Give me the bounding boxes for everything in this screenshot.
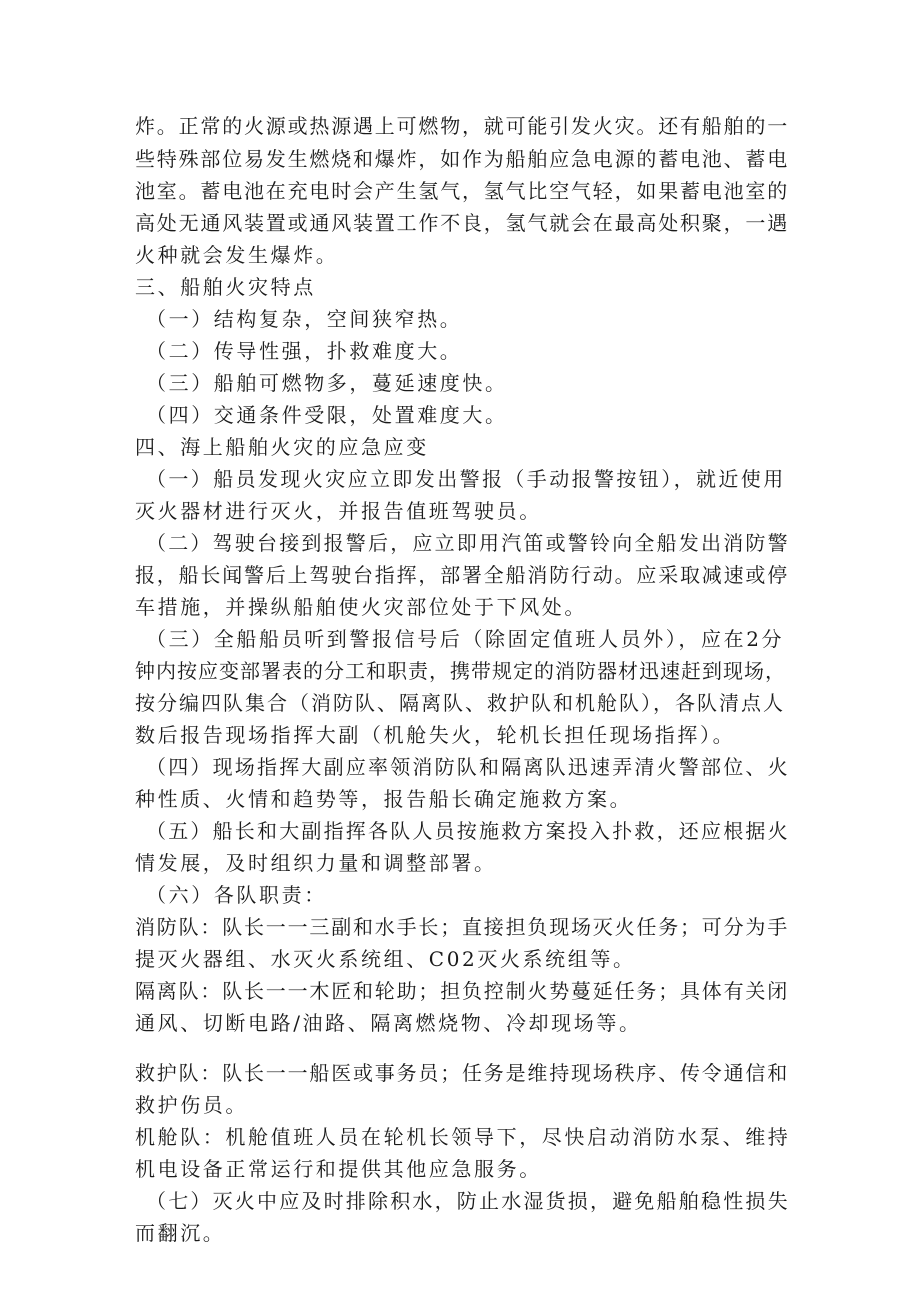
paragraph-line: 情发展，及时组织力量和调整部署。 [135, 851, 497, 875]
list-item: （一）结构复杂，空间狭窄热。 [146, 307, 463, 331]
paragraph-line: 隔离队：队长一一木匠和轮助；担负控制火势蔓延任务；具体有关闭 [135, 979, 789, 1003]
paragraph-line: 种性质、火情和趋势等，报告船长确定施救方案。 [135, 787, 633, 811]
paragraph-line: 消防队：队长一一三副和水手长；直接担负现场灭火任务；可分为手 [135, 915, 789, 939]
list-item: （二）驾驶台接到报警后，应立即用汽笛或警铃向全船发出消防警 [146, 531, 790, 555]
section-heading: 三、船舶火灾特点 [135, 275, 316, 299]
list-item: （三）船舶可燃物多，蔓延速度快。 [146, 371, 508, 395]
paragraph-line: 救护队：队长一一船医或事务员；任务是维持现场秩序、传令通信和 [135, 1061, 789, 1085]
list-item: （三）全船船员听到警报信号后（除固定值班人员外），应在2分 [146, 627, 785, 651]
paragraph-line: 报，船长闻警后上驾驶台指挥，部署全船消防行动。应采取减速或停 [135, 563, 789, 587]
paragraph-line: 灭火器材进行灭火，并报告值班驾驶员。 [135, 499, 542, 523]
paragraph-line: 救护伤员。 [135, 1093, 248, 1117]
list-item: （二）传导性强，扑救难度大。 [146, 339, 463, 363]
paragraph-line: 些特殊部位易发生燃烧和爆炸，如作为船舶应急电源的蓄电池、蓄电 [135, 147, 789, 171]
paragraph-line: 数后报告现场指挥大副（机舱失火，轮机长担任现场指挥）。 [135, 723, 736, 747]
list-item: （六）各队职责： [146, 883, 327, 907]
paragraph-line: 火种就会发生爆炸。 [135, 243, 339, 267]
paragraph-line: 高处无通风装置或通风装置工作不良，氢气就会在最高处积聚，一遇 [135, 211, 789, 235]
section-heading: 四、海上船舶火灾的应急应变 [135, 435, 429, 459]
paragraph-line: 而翻沉。 [135, 1221, 226, 1245]
list-item: （五）船长和大副指挥各队人员按施救方案投入扑救，还应根据火 [146, 819, 790, 843]
paragraph-line: 车措施，并操纵船舶使火灾部位处于下风处。 [135, 595, 587, 619]
list-item: （一）船员发现火灾应立即发出警报（手动报警按钮），就近使用 [146, 467, 786, 491]
paragraph-line: 提灭火器组、水灭火系统组、C02灭火系统组等。 [135, 947, 636, 971]
paragraph-line: 机电设备正常运行和提供其他应急服务。 [135, 1157, 542, 1181]
list-item: （四）现场指挥大副应率领消防队和隔离队迅速弄清火警部位、火 [146, 755, 790, 779]
paragraph-line: 机舱队：机舱值班人员在轮机长领导下，尽快启动消防水泵、维持 [135, 1125, 791, 1149]
paragraph-line: 钟内按应变部署表的分工和职责，携带规定的消防器材迅速赶到现场， [135, 659, 786, 683]
paragraph-line: 通风、切断电路/油路、隔离燃烧物、冷却现场等。 [135, 1011, 642, 1035]
paragraph-line: 池室。蓄电池在充电时会产生氢气，氢气比空气轻，如果蓄电池室的 [135, 179, 789, 203]
paragraph-line: 按分编四队集合（消防队、隔离队、救护队和机舱队），各队清点人 [135, 691, 785, 715]
list-item: （七）灭火中应及时排除积水，防止水湿货损，避免船舶稳性损失 [146, 1189, 790, 1213]
list-item: （四）交通条件受限，处置难度大。 [146, 403, 508, 427]
paragraph-line: 炸。正常的火源或热源遇上可燃物，就可能引发火灾。还有船舶的一 [135, 114, 789, 138]
